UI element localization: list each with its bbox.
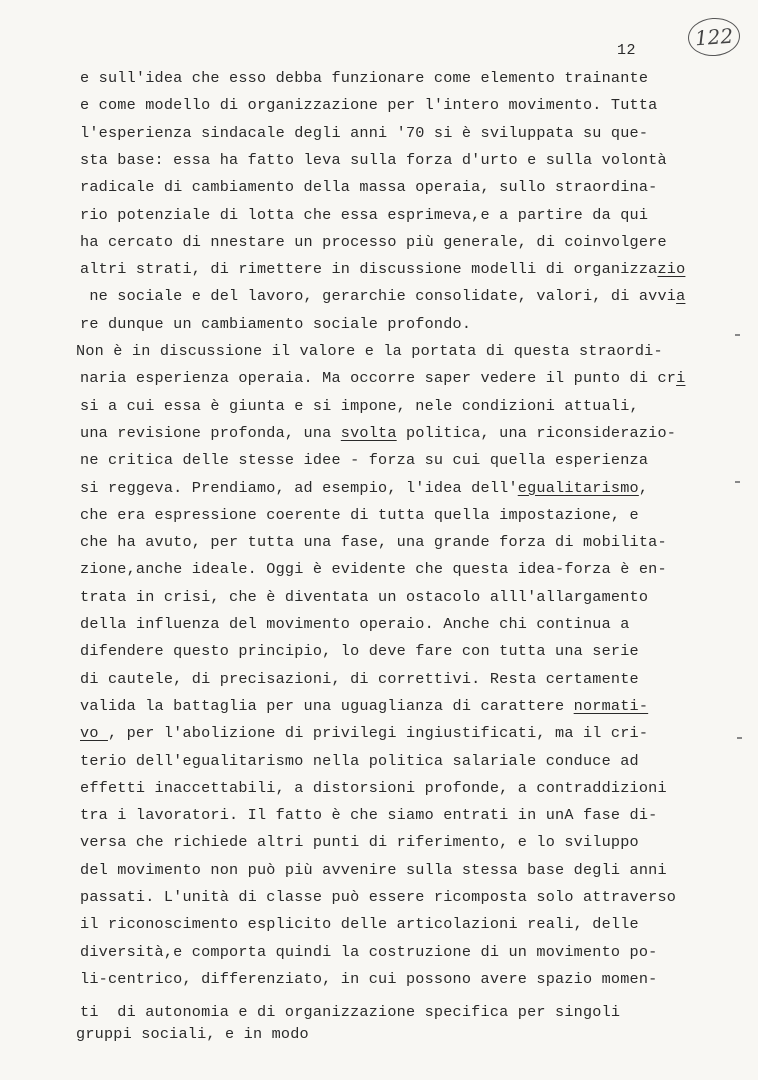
text-line [80, 68, 648, 88]
text-span: ha cercato di nnestare un processo più generale, di coinvolgere [80, 232, 667, 251]
text-line [80, 532, 667, 552]
text-span: si a cui essa è giunta e si impone, nele condizioni attuali, [80, 396, 639, 415]
text-line [80, 123, 648, 143]
text-line [80, 423, 676, 443]
text-line [80, 177, 657, 197]
text-span: rio potenziale di lotta che essa esprimeva,e a partire da qui [80, 205, 649, 224]
text-line [80, 887, 676, 907]
text-line [76, 1024, 309, 1044]
text-span: altri strati, di rimettere in discussione modelli di organizza [80, 260, 658, 279]
text-line [80, 505, 639, 525]
text-span: sta base: essa ha fatto leva sulla forza d'urto e sulla volontà [80, 150, 667, 169]
text-span: , per l'abolizione di privilegi ingiustificati, ma il cri- [107, 724, 649, 743]
text-span: diversità,e comporta quindi la costruzione di un movimento po- [80, 942, 658, 961]
text-span: ne critica delle stesse idee - forza su cui quella esperienza [80, 451, 649, 470]
text-span: di cautele, di precisazioni, di correttivi. Resta certamente [80, 669, 639, 688]
text-span: effetti inaccettabili, a distorsioni profonde, a contraddizioni [80, 778, 667, 797]
text-span: il riconoscimento esplicito delle articolazioni reali, delle [80, 915, 639, 934]
underlined-text: vo [80, 724, 108, 743]
text-span: radicale di cambiamento della massa operaia, sullo straordina- [80, 178, 658, 197]
text-span: , [638, 478, 649, 497]
page-number: 12 [617, 42, 637, 59]
text-line [80, 559, 667, 579]
text-span: e come modello di organizzazione per l'intero movimento. Tutta [80, 96, 658, 115]
underlined-text: i [676, 369, 686, 388]
text-span: valida la battaglia per una uguaglianza di carattere [80, 696, 574, 715]
text-line [80, 914, 639, 934]
text-line [80, 614, 630, 634]
underlined-text: svolta [340, 423, 397, 442]
text-line [80, 368, 685, 388]
text-span: che era espressione coerente di tutta quella impostazione, e [80, 505, 639, 524]
text-span: tra i lavoratori. Il fatto è che siamo entrati in unA fase di- [80, 806, 658, 825]
text-line [80, 587, 648, 607]
text-line [80, 1002, 620, 1022]
text-span: che ha avuto, per tutta una fase, una grande forza di mobilita- [80, 533, 667, 552]
text-line [80, 805, 657, 825]
text-span: gruppi sociali, e in modo [76, 1025, 309, 1043]
text-span: si reggeva. Prendiamo, ad esempio, l'idea dell' [80, 478, 518, 497]
text-span: trata in crisi, che è diventata un ostacolo alll'allargamento [80, 587, 649, 606]
text-span: e sull'idea che esso debba funzionare come elemento trainante [80, 69, 649, 87]
margin-mark [735, 334, 740, 336]
text-line [80, 232, 667, 252]
text-line [80, 942, 657, 962]
text-line [80, 286, 685, 306]
text-line [80, 205, 648, 225]
text-span: terio dell'egualitarismo nella politica salariale conduce ad [80, 751, 639, 770]
underlined-text: a [676, 287, 686, 306]
text-span: li-centrico, differenziato, in cui possono avere spazio momen- [80, 969, 658, 988]
text-line [80, 669, 639, 689]
text-line [80, 259, 685, 279]
text-span: passati. L'unità di classe può essere ricomposta solo attraverso [80, 888, 677, 906]
text-line [80, 314, 471, 334]
underlined-text: egualitarismo [517, 478, 639, 497]
text-line [80, 450, 648, 470]
text-line [80, 751, 639, 771]
text-line [80, 860, 667, 880]
text-line [80, 832, 639, 852]
text-span: ti di autonomia e di organizzazione specifica per singoli [80, 1003, 621, 1022]
text-line [80, 641, 639, 661]
margin-mark [737, 737, 742, 739]
text-line [76, 341, 663, 361]
text-span: re dunque un cambiamento sociale profondo. [80, 314, 472, 333]
underlined-text: zio [657, 260, 686, 279]
underlined-text: normati- [573, 696, 649, 715]
text-span: difendere questo principio, lo deve fare con tutta una serie [80, 642, 639, 661]
text-span: politica, una riconsiderazio- [396, 423, 677, 442]
margin-mark [735, 481, 740, 483]
text-span: della influenza del movimento operaio. Anche chi continua a [80, 615, 630, 633]
text-span: naria esperienza operaia. Ma occorre saper vedere il punto di cr [80, 369, 677, 388]
text-line [80, 396, 639, 416]
text-line [80, 778, 667, 798]
text-span: del movimento non può più avvenire sulla stessa base degli anni [80, 860, 667, 879]
text-line [80, 969, 657, 989]
text-line [80, 95, 657, 115]
text-span: Non è in discussione il valore e la portata di questa straordi- [76, 342, 663, 360]
text-span: una revisione profonda, una [80, 423, 341, 442]
text-span: zione,anche ideale. Oggi è evidente che questa idea-forza è en- [80, 560, 667, 579]
text-line [80, 150, 667, 170]
text-span: l'esperienza sindacale degli anni '70 si è sviluppata su que- [80, 123, 649, 142]
text-line [80, 696, 648, 716]
text-span: ne sociale e del lavoro, gerarchie consolidate, valori, di avvi [80, 287, 677, 306]
text-line [80, 478, 648, 498]
archive-stamp: 122 [687, 16, 742, 58]
text-line [80, 723, 648, 743]
text-span: versa che richiede altri punti di riferimento, e lo sviluppo [80, 833, 639, 852]
